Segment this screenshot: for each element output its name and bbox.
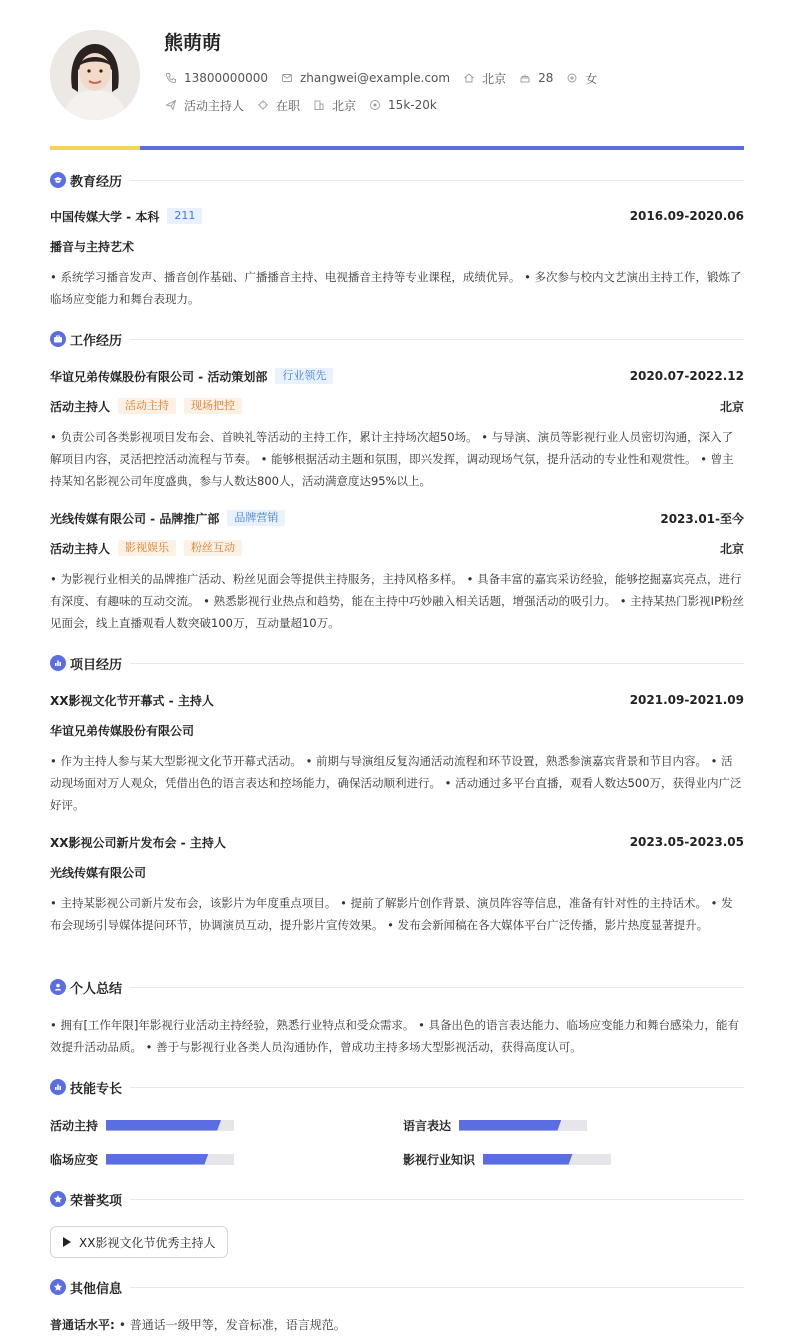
skill-item — [403, 1117, 587, 1133]
project-title: XX影视公司新片发布会 - 主持人 — [50, 835, 226, 850]
phone-text: 13800000000 — [184, 71, 268, 85]
other-info-label: 普通话水平: — [50, 1318, 115, 1332]
play-triangle-icon — [63, 1237, 71, 1247]
section-divider — [130, 180, 744, 181]
award-name: XX影视文化节优秀主持人 — [79, 1235, 216, 1250]
project-org-row — [50, 721, 744, 739]
skill-bar-fill — [459, 1120, 561, 1131]
project-org: 华谊兄弟传媒股份有限公司 — [50, 723, 195, 738]
school-tag: 211 — [167, 208, 202, 224]
work-period: 2023.01-至今 — [660, 511, 744, 526]
home-icon — [462, 71, 476, 85]
phone-item — [164, 71, 268, 85]
section-divider — [130, 1199, 744, 1200]
section-divider — [130, 1287, 744, 1288]
section-summary — [50, 977, 744, 997]
bar-chart-icon — [50, 655, 66, 671]
candidate-name: 熊萌萌 — [164, 32, 222, 54]
project-header-row — [50, 691, 744, 709]
avatar — [50, 30, 140, 120]
age-text: 28 — [538, 71, 554, 85]
project-period: 2023.05-2023.05 — [629, 835, 744, 849]
education-period: 2016.09-2020.06 — [629, 209, 744, 223]
company-name: 华谊兄弟传媒股份有限公司 - 活动策划部 — [50, 369, 268, 384]
resume-header — [50, 0, 744, 150]
avatar-portrait-icon — [50, 30, 140, 120]
gender-icon — [565, 71, 579, 85]
accent-bar-blue — [140, 146, 744, 150]
age-item — [518, 71, 553, 85]
briefcase-icon — [50, 331, 66, 347]
skill-bar — [106, 1154, 234, 1165]
skill-name: 语言表达 — [403, 1118, 452, 1133]
skill-tag: 活动主持 — [118, 398, 176, 414]
graduation-cap-icon — [50, 172, 66, 188]
major-name: 播音与主持艺术 — [50, 239, 135, 254]
skill-item — [50, 1151, 234, 1167]
work-city: 北京 — [719, 541, 744, 556]
skill-tag: 影视娱乐 — [118, 540, 176, 556]
school-name: 中国传媒大学 - 本科 — [50, 209, 160, 224]
section-title-summary: 个人总结 — [70, 981, 123, 997]
contact-row — [164, 69, 609, 87]
building-icon — [312, 98, 326, 112]
resume-page — [50, 0, 744, 1344]
section-title-other: 其他信息 — [70, 1281, 123, 1297]
position-item — [164, 97, 244, 114]
other-info-row — [50, 1316, 346, 1333]
project-period: 2021.09-2021.09 — [629, 693, 744, 707]
target-city-text: 北京 — [332, 98, 357, 113]
project-org-row — [50, 863, 744, 881]
work-role: 活动主持人 — [50, 399, 111, 414]
section-projects — [50, 653, 744, 673]
section-work — [50, 329, 744, 349]
gender-text: 女 — [585, 71, 598, 86]
project-org: 光线传媒有限公司 — [50, 865, 147, 880]
header-accent-bar — [50, 146, 744, 150]
work-period: 2020.07-2022.12 — [629, 369, 744, 383]
section-skills — [50, 1077, 744, 1097]
work-header-row — [50, 509, 744, 527]
status-item — [256, 97, 300, 114]
work-description: • 为影视行业相关的品牌推广活动、粉丝见面会等提供主持服务，主持风格多样。 • 具备丰富的嘉宾采访经验，能够挖掘嘉宾亮点，进行有深度、有趣味的互动交流。 • 熟悉影视行业热点和趋势，能在主持中巧妙融入相关话题，增强活动的吸引力。 • 主持某热门影视IP粉丝见面会，线上直播观看人数突破100万，互动量超10万。 — [50, 572, 745, 630]
email-item — [280, 71, 450, 85]
send-icon — [164, 98, 178, 112]
work-city: 北京 — [719, 399, 744, 414]
email-text: zhangwei@example.com — [299, 71, 451, 85]
award-icon — [50, 1191, 66, 1207]
project-description: • 作为主持人参与某大型影视文化节开幕式活动。 • 前期与导演组反复沟通活动流程和环节设置，熟悉参演嘉宾背景和节目内容。 • 活动现场面对万人观众，凭借出色的语言表达和控场能力，确保活动顺利进行。 • 活动通过多平台直播，观看人数达500万，获得业内广泛好评。 — [50, 754, 742, 812]
section-title-education: 教育经历 — [70, 174, 123, 190]
project-title: XX影视文化节开幕式 - 主持人 — [50, 693, 214, 708]
salary-item — [368, 98, 437, 112]
section-title-awards: 荣誉奖项 — [70, 1193, 123, 1209]
section-divider — [130, 1087, 744, 1088]
education-header-row — [50, 207, 744, 225]
status-text: 在职 — [276, 98, 301, 113]
skill-item — [50, 1117, 234, 1133]
coin-icon — [368, 98, 382, 112]
gender-item — [565, 70, 597, 87]
company-tag: 品牌营销 — [227, 510, 285, 526]
work-role: 活动主持人 — [50, 541, 111, 556]
skill-bar — [459, 1120, 587, 1131]
mail-icon — [280, 71, 294, 85]
location-text: 北京 — [482, 71, 507, 86]
skill-name: 影视行业知识 — [403, 1152, 476, 1167]
bar-chart-icon — [50, 1079, 66, 1095]
award-toggle[interactable] — [50, 1226, 228, 1258]
info-icon — [50, 1279, 66, 1295]
skill-bar — [483, 1154, 611, 1165]
status-icon — [256, 98, 270, 112]
position-text: 活动主持人 — [184, 98, 245, 113]
target-city-item — [312, 97, 356, 114]
location-item — [462, 70, 506, 87]
project-header-row — [50, 833, 744, 851]
education-description: • 系统学习播音发声、播音创作基础、广播播音主持、电视播音主持等专业课程，成绩优异。 • 多次参与校内文艺演出主持工作，锻炼了临场应变能力和舞台表现力。 — [50, 270, 742, 306]
work-role-row — [50, 539, 744, 557]
section-divider — [130, 339, 744, 340]
other-info-value: • 普通话一级甲等，发音标准，语言规范。 — [118, 1318, 346, 1332]
section-other — [50, 1277, 744, 1297]
section-title-work: 工作经历 — [70, 333, 123, 349]
skill-item — [403, 1151, 611, 1167]
cake-icon — [518, 71, 532, 85]
job-info-row — [164, 96, 449, 114]
skill-name: 临场应变 — [50, 1152, 99, 1167]
skill-bar-fill — [483, 1154, 573, 1165]
work-description: • 负责公司各类影视项目发布会、首映礼等活动的主持工作，累计主持场次超50场。 • 与导演、演员等影视行业人员密切沟通，深入了解项目内容，灵活把控活动流程与节奏。 • 能够根据活动主题和氛围，即兴发挥，调动现场气氛，提升活动的专业性和观赏性。 • 曾主持某知名影视公司年度盛典，参与人数达800人，活动满意度达95%以上。 — [50, 430, 734, 488]
section-title-projects: 项目经历 — [70, 657, 123, 673]
section-divider — [130, 987, 744, 988]
skill-name: 活动主持 — [50, 1118, 99, 1133]
accent-bar-yellow — [50, 146, 140, 150]
section-title-skills: 技能专长 — [70, 1081, 123, 1097]
project-description: • 主持某影视公司新片发布会，该影片为年度重点项目。 • 提前了解影片创作背景、演员阵容等信息，准备有针对性的主持话术。 • 发布会现场引导媒体提问环节，协调演员互动，提升影片宣传效果。 • 发布会新闻稿在各大媒体平台广泛传播，影片热度显著提升。 — [50, 896, 733, 932]
skill-bar — [106, 1120, 234, 1131]
section-awards — [50, 1189, 744, 1209]
education-major-row — [50, 237, 744, 255]
summary-text: • 拥有[工作年限]年影视行业活动主持经验，熟悉行业特点和受众需求。 • 具备出色的语言表达能力、临场应变能力和舞台感染力，能有效提升活动品质。 • 善于与影视行业各类人员沟通协作，曾成功主持多场大型影视活动，获得高度认可。 — [50, 1018, 739, 1054]
work-role-row — [50, 397, 744, 415]
skill-bar-fill — [106, 1120, 221, 1131]
section-divider — [130, 663, 744, 664]
section-education — [50, 170, 744, 190]
company-name: 光线传媒有限公司 - 品牌推广部 — [50, 511, 220, 526]
work-header-row — [50, 367, 744, 385]
skill-tag: 现场把控 — [184, 398, 242, 414]
skill-tag: 粉丝互动 — [184, 540, 242, 556]
skill-bar-fill — [106, 1154, 208, 1165]
user-icon — [50, 979, 66, 995]
company-tag: 行业领先 — [275, 368, 333, 384]
salary-text: 15k-20k — [388, 98, 437, 112]
phone-icon — [164, 71, 178, 85]
